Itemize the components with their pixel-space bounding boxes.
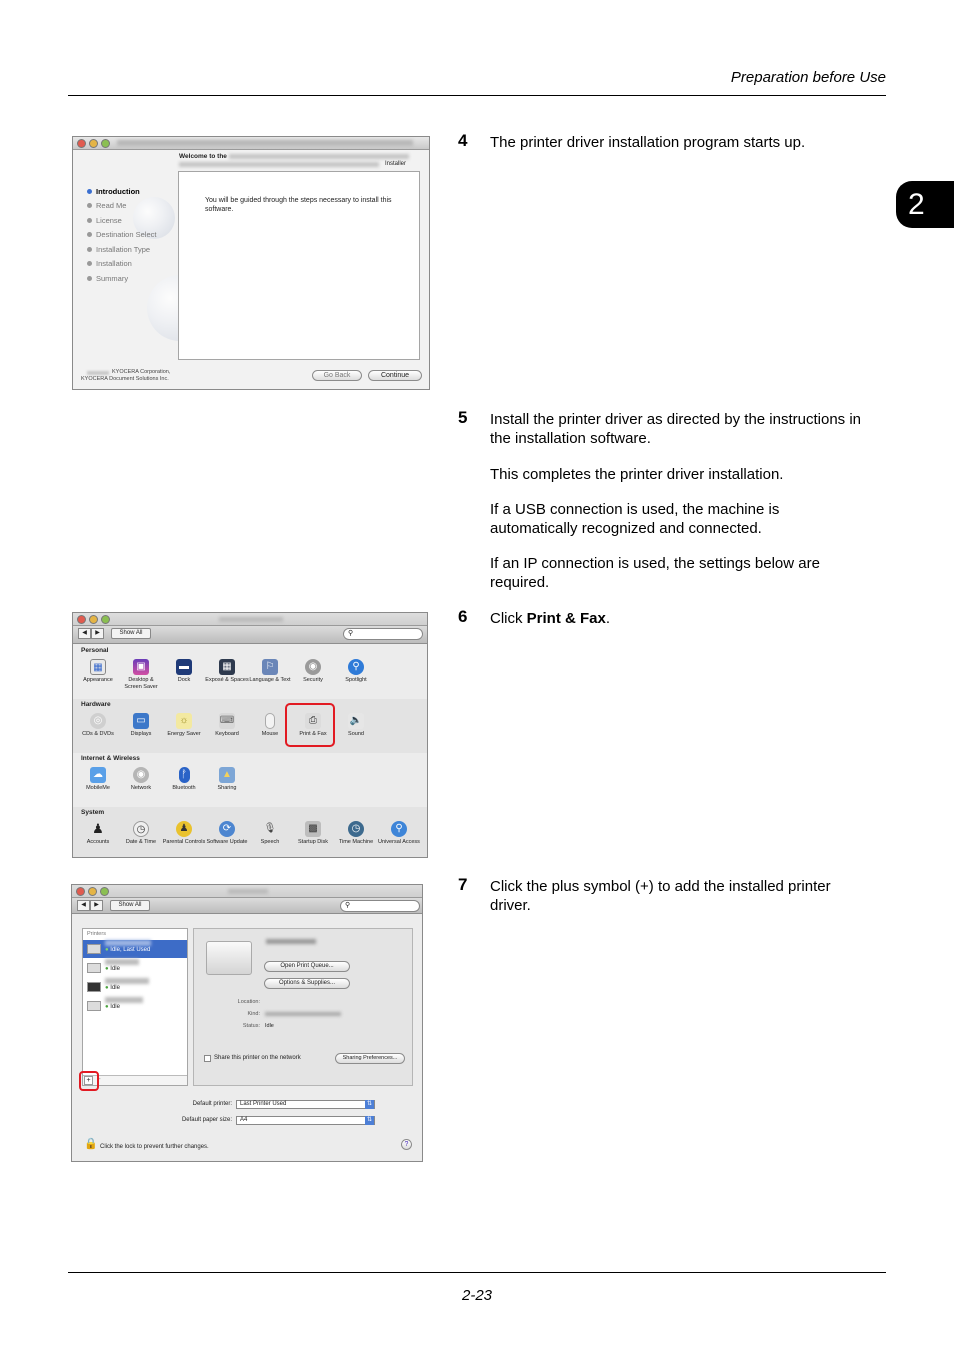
installer-step: Destination Select	[87, 228, 156, 243]
step-5-p3: If a USB connection is used, the machine is automatically recognized and connected.	[490, 501, 780, 537]
desktop-icon: ▣	[133, 659, 149, 675]
printfax-toolbar	[72, 898, 422, 914]
printer-list-item[interactable]: ● Idle	[83, 978, 187, 996]
section-title: Personal	[81, 647, 109, 654]
print-fax-window	[71, 884, 423, 1162]
zoom-icon	[101, 615, 110, 624]
appearance-icon: ▦	[90, 659, 106, 675]
dock-icon: ▬	[176, 659, 192, 675]
pref-print-fax[interactable]: ⎙ Print & Fax	[299, 715, 327, 737]
location-label: Location:	[237, 999, 260, 1005]
minimize-icon	[89, 139, 98, 148]
sysprefs-window-title	[219, 617, 283, 622]
kind-label: Kind:	[247, 1011, 260, 1017]
bluetooth-icon: ᚡ	[179, 767, 190, 783]
pref-bluetooth[interactable]: ᚡ Bluetooth	[172, 769, 196, 791]
page-number: 2-23	[461, 1287, 493, 1304]
header-rule	[68, 95, 886, 96]
pref-mouse[interactable]: Mouse	[248, 713, 292, 738]
installer-content-panel	[178, 171, 420, 360]
printer-icon	[87, 963, 101, 973]
installer-steps	[87, 184, 156, 286]
pref-date-time[interactable]: ◷ Date & Time	[119, 821, 163, 846]
section-internet-wireless	[73, 753, 427, 807]
pref-network[interactable]: ◉ Network	[130, 769, 152, 791]
section-system	[73, 807, 427, 858]
installer-step: Installation Type	[87, 242, 156, 257]
pref-expose[interactable]: ▦ Exposé & Spaces	[205, 661, 249, 683]
back-button[interactable]: ◀	[78, 628, 91, 639]
printer-status: Idle	[110, 966, 120, 972]
pref-speech[interactable]: 🎙 Speech	[260, 823, 280, 845]
mouse-icon	[265, 713, 275, 729]
pref-accounts[interactable]: ♟ Accounts	[86, 821, 110, 845]
add-printer-button[interactable]: +	[84, 1076, 93, 1085]
printer-list-item[interactable]: ● Idle, Last Used	[83, 940, 187, 958]
pref-spotlight[interactable]: ⚲ Spotlight	[345, 661, 367, 683]
display-icon: ▭	[133, 713, 149, 729]
printers-header: Printers	[87, 931, 106, 937]
expose-icon: ▦	[219, 659, 235, 675]
section-title: Internet & Wireless	[81, 755, 140, 762]
printer-list-item[interactable]: ● Idle	[83, 959, 187, 977]
energy-saver-icon: ☼	[176, 713, 192, 729]
section-personal	[73, 645, 427, 699]
close-icon	[77, 139, 86, 148]
kind-value	[265, 1012, 341, 1016]
installer-step: License	[87, 213, 156, 228]
printer-name	[105, 978, 149, 984]
pref-security[interactable]: ◉ Security	[303, 661, 323, 683]
step-5-p4: If an IP connection is used, the settings below are required.	[490, 555, 820, 591]
printer-icon	[87, 1001, 101, 1011]
language-icon: ⚐	[262, 659, 278, 675]
installer-product-name	[229, 154, 409, 159]
search-icon: ⚲	[345, 902, 351, 909]
open-print-queue-button[interactable]: Open Print Queue...	[264, 961, 350, 972]
zoom-icon	[101, 139, 110, 148]
search-field[interactable]	[340, 900, 420, 912]
printer-image-icon	[206, 941, 252, 975]
sharing-icon: ▲	[219, 767, 235, 783]
installer-step: Introduction	[87, 184, 156, 199]
sysprefs-toolbar	[73, 626, 427, 644]
pref-universal-access[interactable]: ⚲ Universal Access	[378, 823, 420, 845]
pref-language[interactable]: ⚐ Language & Text	[249, 661, 291, 683]
step-6-text: Click Print & Fax.	[490, 610, 611, 627]
step-5-p1: Install the printer driver as directed by the instructions in the installation software.	[490, 411, 862, 447]
forward-button[interactable]: ▶	[90, 900, 103, 911]
keyboard-icon: ⌨	[219, 713, 235, 729]
pref-keyboard[interactable]: ⌨ Keyboard	[215, 715, 239, 737]
step-7-text: Click the plus symbol (+) to add the installed printer driver.	[490, 878, 831, 914]
step-7-number: 7	[458, 875, 468, 894]
forward-button[interactable]: ▶	[91, 628, 104, 639]
startup-disk-icon: ▩	[305, 821, 321, 837]
default-paper-select[interactable]: A4 ⇅	[236, 1116, 375, 1125]
mobileme-icon: ☁	[90, 767, 106, 783]
pref-appearance[interactable]: ▦ Appearance	[76, 659, 120, 684]
software-update-icon: ⟳	[219, 821, 235, 837]
print-fax-highlight	[285, 703, 335, 747]
lock-text: Click the lock to prevent further changes.	[100, 1144, 209, 1150]
printer-name	[105, 940, 151, 946]
printer-icon	[87, 982, 101, 992]
share-checkbox[interactable]	[204, 1055, 211, 1062]
show-all-button[interactable]: Show All	[111, 628, 151, 639]
printer-icon: ⎙	[305, 713, 321, 729]
continue-button[interactable]: Continue	[368, 370, 422, 381]
printer-details-panel	[193, 928, 413, 1086]
installer-titlebar	[73, 137, 429, 150]
default-paper-label: Default paper size:	[181, 1117, 232, 1123]
sharing-preferences-button[interactable]: Sharing Preferences...	[335, 1053, 405, 1064]
search-icon: ⚲	[348, 630, 354, 637]
security-icon: ◉	[305, 659, 321, 675]
microphone-icon: 🎙	[263, 823, 277, 834]
minimize-icon	[89, 615, 98, 624]
pref-parental-controls[interactable]: ♟ Parental Controls	[162, 823, 206, 845]
printer-detail-name	[266, 939, 316, 944]
lock-icon[interactable]: 🔒	[84, 1138, 98, 1150]
system-preferences-window	[72, 612, 428, 858]
pref-startup-disk[interactable]: ▩ Startup Disk	[298, 823, 328, 845]
running-header: Preparation before Use	[730, 69, 886, 86]
step-6-number: 6	[458, 607, 468, 626]
printfax-titlebar	[72, 885, 422, 898]
step-5-number: 5	[458, 408, 468, 427]
help-button[interactable]: ?	[401, 1139, 412, 1150]
accounts-icon: ♟	[92, 821, 104, 836]
default-printer-select[interactable]: Last Printer Used ⇅	[236, 1100, 375, 1109]
pref-cds-dvds[interactable]: ◎ CDs & DVDs	[82, 715, 114, 737]
pref-displays[interactable]: ▭ Displays	[130, 715, 152, 737]
section-hardware	[73, 699, 427, 753]
installer-body-text: You will be guided through the steps necessary to install this software.	[205, 197, 392, 213]
show-all-button[interactable]: Show All	[110, 900, 150, 911]
spotlight-icon: ⚲	[348, 659, 364, 675]
installer-copyright: KYOCERA Corporation, KYOCERA Document Solutions Inc.	[81, 369, 171, 382]
printer-icon	[87, 944, 101, 954]
cd-icon: ◎	[90, 713, 106, 729]
pref-dock[interactable]: ▬ Dock	[177, 661, 191, 683]
installer-label: Installer	[385, 161, 407, 167]
printer-status: Idle	[110, 1004, 120, 1010]
pref-mobileme[interactable]: ☁ MobileMe	[86, 769, 110, 791]
printer-name	[105, 959, 139, 965]
share-label: Share this printer on the network	[214, 1055, 301, 1061]
time-machine-icon: ◷	[348, 821, 364, 837]
clock-icon: ◷	[133, 821, 149, 837]
printer-status: Idle	[110, 985, 120, 991]
pref-desktop[interactable]: ▣ Desktop & Screen Saver	[124, 661, 158, 690]
status-value: Idle	[265, 1023, 274, 1029]
printer-list	[82, 928, 188, 1086]
options-supplies-button[interactable]: Options & Supplies...	[264, 978, 350, 989]
speaker-icon: 🔈	[348, 713, 364, 729]
section-title: Hardware	[81, 701, 111, 708]
step-4-text: The printer driver installation program starts up.	[490, 134, 806, 151]
installer-window-title	[117, 140, 413, 146]
footer-rule	[68, 1272, 886, 1273]
chapter-tab: 2	[896, 181, 954, 228]
installer-welcome: Welcome to the	[179, 153, 227, 160]
installer-step: Installation	[87, 257, 156, 272]
installer-product-name-2	[179, 162, 379, 167]
network-icon: ◉	[133, 767, 149, 783]
search-field[interactable]	[343, 628, 423, 640]
parental-controls-icon: ♟	[176, 821, 192, 837]
pref-energy-saver[interactable]: ☼ Energy Saver	[167, 715, 201, 737]
sysprefs-titlebar	[73, 613, 427, 626]
go-back-button[interactable]: Go Back	[312, 370, 362, 381]
zoom-icon	[100, 887, 109, 896]
close-icon	[77, 615, 86, 624]
installer-window	[72, 136, 430, 390]
step-4-number: 4	[458, 131, 468, 150]
step-5-p2: This completes the printer driver installation.	[490, 466, 784, 483]
default-printer-label: Default printer:	[192, 1101, 232, 1107]
pref-sharing[interactable]: ▲ Sharing	[217, 769, 237, 791]
printer-status: Idle, Last Used	[110, 947, 151, 953]
printer-list-item[interactable]: ● Idle	[83, 997, 187, 1015]
section-title: System	[81, 809, 105, 816]
printfax-window-title	[228, 889, 268, 894]
remove-printer-button[interactable]: -	[98, 1076, 101, 1083]
status-label: Status:	[242, 1023, 260, 1029]
universal-access-icon: ⚲	[391, 821, 407, 837]
installer-step: Read Me	[87, 199, 156, 214]
minimize-icon	[88, 887, 97, 896]
close-icon	[76, 887, 85, 896]
installer-step: Summary	[87, 271, 156, 286]
add-button-highlight	[79, 1071, 99, 1091]
printer-name	[105, 997, 143, 1003]
pref-software-update[interactable]: ⟳ Software Update	[206, 823, 248, 845]
back-button[interactable]: ◀	[77, 900, 90, 911]
pref-sound[interactable]: 🔈 Sound	[348, 715, 364, 737]
pref-time-machine[interactable]: ◷ Time Machine	[338, 823, 374, 845]
